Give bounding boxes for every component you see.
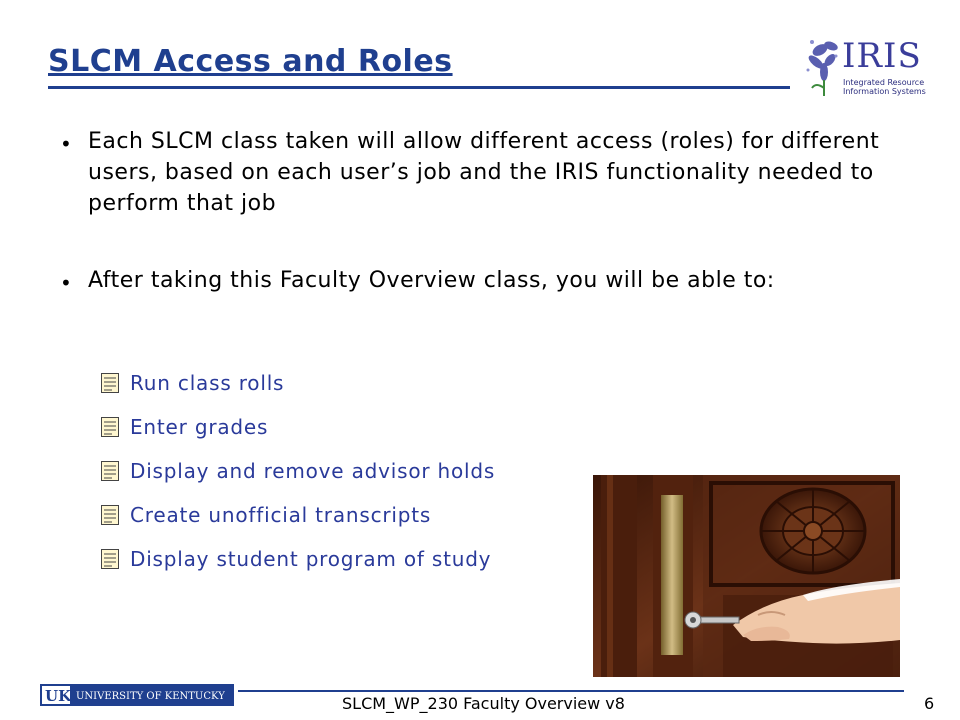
svg-text:UNIVERSITY OF KENTUCKY: UNIVERSITY OF KENTUCKY (76, 691, 225, 702)
notepad-icon (100, 548, 120, 570)
iris-logo-text: IRIS (842, 36, 922, 76)
sub-bullet-text: Display student program of study (130, 547, 492, 571)
notepad-icon (100, 504, 120, 526)
title-underline-rule (48, 86, 790, 89)
sub-bullet-item (100, 410, 495, 454)
door-key-photo (593, 475, 900, 677)
university-logo (40, 684, 234, 706)
notepad-icon (100, 416, 120, 438)
sub-bullet-text: Enter grades (130, 415, 269, 439)
sub-bullet-list (100, 366, 495, 586)
sub-bullet-text: Display and remove advisor holds (130, 459, 496, 483)
bullet-list (56, 126, 886, 296)
footer-course-code: SLCM_WP_230 Faculty Overview v8 (342, 694, 625, 713)
sub-bullet-item (100, 542, 495, 586)
bullet-dot-icon: • (60, 132, 73, 156)
notepad-icon (100, 460, 120, 482)
sub-bullet-item (100, 498, 495, 542)
sub-bullet-text: Run class rolls (130, 371, 285, 395)
sub-bullet-item (100, 366, 495, 410)
bullet-item (56, 126, 886, 219)
bullet-dot-icon: • (60, 271, 73, 295)
sub-bullet-item (100, 454, 495, 498)
sub-bullet-text: Create unofficial transcripts (130, 503, 432, 527)
iris-logo-subtitle: Integrated Resource Information Systems (843, 78, 926, 96)
footer-rule (238, 690, 904, 692)
notepad-icon (100, 372, 120, 394)
bullet-item (56, 265, 886, 296)
page-number: 6 (924, 694, 935, 713)
bullet-text: Each SLCM class taken will allow different access (roles) for different users, based on each user’s job and the IRIS functionality needed to perform that job (88, 129, 880, 216)
bullet-text: After taking this Faculty Overview class, you will be able to: (88, 268, 775, 293)
slide-title: SLCM Access and Roles (48, 44, 453, 79)
svg-text:UK: UK (45, 687, 72, 705)
